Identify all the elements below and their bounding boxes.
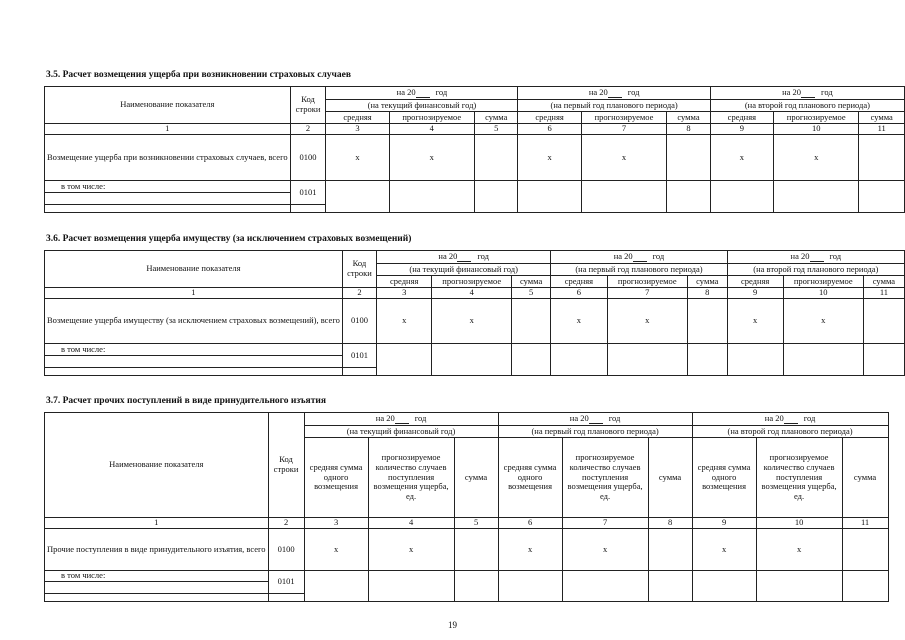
mark-x: x — [498, 529, 562, 571]
col-average-long: средняя сумма одного возмещения — [304, 438, 368, 518]
col-number: 11 — [863, 288, 904, 299]
col-sum: сумма — [454, 438, 498, 518]
cell-sum — [859, 135, 905, 181]
mark-x: x — [727, 299, 783, 344]
col-sum: сумма — [863, 276, 904, 288]
row-label-total: Возмещение ущерба имуществу (за исключением страховых возмещений), всего — [45, 299, 343, 344]
cell-sum — [648, 529, 692, 571]
col-number: 1 — [45, 288, 343, 299]
row-code: 0100 — [290, 135, 326, 181]
col-number: 2 — [290, 124, 326, 135]
col-number: 9 — [710, 124, 773, 135]
col-code-header: Код строки — [342, 251, 376, 288]
row-code: 0100 — [342, 299, 376, 344]
col-number: 11 — [859, 124, 905, 135]
section-3-6-table — [44, 250, 905, 376]
row-code: 0101 — [342, 344, 376, 368]
period-current: (на текущий финансовый год) — [377, 264, 551, 276]
year-header-second: на 20 год — [692, 413, 888, 426]
row-code: 0101 — [268, 571, 304, 594]
col-sum: сумма — [859, 112, 905, 124]
col-sum: сумма — [667, 112, 711, 124]
year-header-current: на 20 год — [377, 251, 551, 264]
col-sum: сумма — [512, 276, 551, 288]
col-number: 3 — [304, 518, 368, 529]
col-number: 5 — [454, 518, 498, 529]
col-number: 4 — [389, 124, 474, 135]
col-forecast: прогнозируемое — [773, 112, 858, 124]
col-average-long: средняя сумма одного возмещения — [692, 438, 756, 518]
col-number: 5 — [474, 124, 518, 135]
period-first: (на первый год планового периода) — [551, 264, 727, 276]
col-number: 3 — [377, 288, 432, 299]
col-average: средняя — [727, 276, 783, 288]
col-name-header: Наименование показателя — [45, 251, 343, 288]
section-3-7-title: 3.7. Расчет прочих поступлений в виде принудительного изъятия — [46, 396, 326, 406]
col-code-header: Код строки — [290, 87, 326, 124]
cell-sum — [512, 299, 551, 344]
cell-sum — [687, 299, 727, 344]
col-number: 2 — [342, 288, 376, 299]
col-sum: сумма — [474, 112, 518, 124]
row-code: 0101 — [290, 181, 326, 205]
sub-label: в том числе: — [45, 344, 343, 356]
page-number: 19 — [448, 620, 457, 630]
col-forecast: прогнозируемое — [432, 276, 512, 288]
col-code-header: Код строки — [268, 413, 304, 518]
mark-x: x — [551, 299, 607, 344]
col-number: 6 — [518, 124, 581, 135]
year-header-current: на 20 год — [326, 87, 518, 100]
mark-x: x — [607, 299, 687, 344]
col-number: 1 — [45, 124, 291, 135]
col-number: 8 — [687, 288, 727, 299]
year-header-first: на 20 год — [518, 87, 710, 100]
col-number: 8 — [667, 124, 711, 135]
col-name-header: Наименование показателя — [45, 413, 269, 518]
mark-x: x — [756, 529, 842, 571]
col-forecast: прогнозируемое — [607, 276, 687, 288]
col-number: 6 — [498, 518, 562, 529]
year-header-first: на 20 год — [551, 251, 727, 264]
col-number: 9 — [727, 288, 783, 299]
period-second: (на второй год планового периода) — [692, 426, 888, 438]
col-number: 11 — [842, 518, 888, 529]
col-number: 7 — [607, 288, 687, 299]
cell-sum — [454, 529, 498, 571]
col-forecast: прогнозируемое — [581, 112, 666, 124]
mark-x: x — [581, 135, 666, 181]
col-forecast-long: прогнозируемое количество случаев поступления возмещения ущерба, ед. — [756, 438, 842, 518]
mark-x: x — [432, 299, 512, 344]
mark-x: x — [562, 529, 648, 571]
col-average-long: средняя сумма одного возмещения — [498, 438, 562, 518]
mark-x: x — [389, 135, 474, 181]
mark-x: x — [377, 299, 432, 344]
period-first: (на первый год планового периода) — [518, 100, 710, 112]
row-label-total: Возмещение ущерба при возникновении страховых случаев, всего — [45, 135, 291, 181]
section-3-6-title: 3.6. Расчет возмещения ущерба имуществу (за исключением страховых возмещений) — [46, 234, 412, 244]
cell-sum — [474, 135, 518, 181]
cell-sum — [842, 529, 888, 571]
year-header-first: на 20 год — [498, 413, 692, 426]
col-number: 8 — [648, 518, 692, 529]
col-name-header: Наименование показателя — [45, 87, 291, 124]
sub-label: в том числе: — [45, 571, 269, 582]
period-current: (на текущий финансовый год) — [326, 100, 518, 112]
mark-x: x — [326, 135, 389, 181]
mark-x: x — [710, 135, 773, 181]
section-3-5-title: 3.5. Расчет возмещения ущерба при возникновении страховых случаев — [46, 70, 351, 80]
col-sum: сумма — [648, 438, 692, 518]
mark-x: x — [773, 135, 858, 181]
col-average: средняя — [551, 276, 607, 288]
col-number: 9 — [692, 518, 756, 529]
col-forecast-long: прогнозируемое количество случаев поступления возмещения ущерба, ед. — [562, 438, 648, 518]
col-number: 2 — [268, 518, 304, 529]
col-number: 3 — [326, 124, 389, 135]
col-number: 1 — [45, 518, 269, 529]
year-header-current: на 20 год — [304, 413, 498, 426]
col-number: 7 — [562, 518, 648, 529]
col-forecast: прогнозируемое — [783, 276, 863, 288]
period-second: (на второй год планового периода) — [710, 100, 904, 112]
period-second: (на второй год планового периода) — [727, 264, 904, 276]
period-current: (на текущий финансовый год) — [304, 426, 498, 438]
row-code: 0100 — [268, 529, 304, 571]
col-sum: сумма — [842, 438, 888, 518]
col-average: средняя — [326, 112, 389, 124]
section-3-7-table — [44, 412, 889, 602]
year-header-second: на 20 год — [710, 87, 904, 100]
mark-x: x — [368, 529, 454, 571]
period-first: (на первый год планового периода) — [498, 426, 692, 438]
col-sum: сумма — [687, 276, 727, 288]
section-3-5-table — [44, 86, 905, 213]
col-average: средняя — [710, 112, 773, 124]
col-number: 6 — [551, 288, 607, 299]
col-forecast-long: прогнозируемое количество случаев поступления возмещения ущерба, ед. — [368, 438, 454, 518]
col-forecast: прогнозируемое — [389, 112, 474, 124]
col-average: средняя — [518, 112, 581, 124]
col-number: 4 — [432, 288, 512, 299]
sub-label: в том числе: — [45, 181, 291, 193]
col-average: средняя — [377, 276, 432, 288]
col-number: 5 — [512, 288, 551, 299]
col-number: 10 — [783, 288, 863, 299]
year-header-second: на 20 год — [727, 251, 904, 264]
mark-x: x — [304, 529, 368, 571]
mark-x: x — [692, 529, 756, 571]
mark-x: x — [783, 299, 863, 344]
mark-x: x — [518, 135, 581, 181]
row-label-total: Прочие поступления в виде принудительного изъятия, всего — [45, 529, 269, 571]
col-number: 10 — [773, 124, 858, 135]
col-number: 7 — [581, 124, 666, 135]
cell-sum — [863, 299, 904, 344]
col-number: 4 — [368, 518, 454, 529]
col-number: 10 — [756, 518, 842, 529]
cell-sum — [667, 135, 711, 181]
